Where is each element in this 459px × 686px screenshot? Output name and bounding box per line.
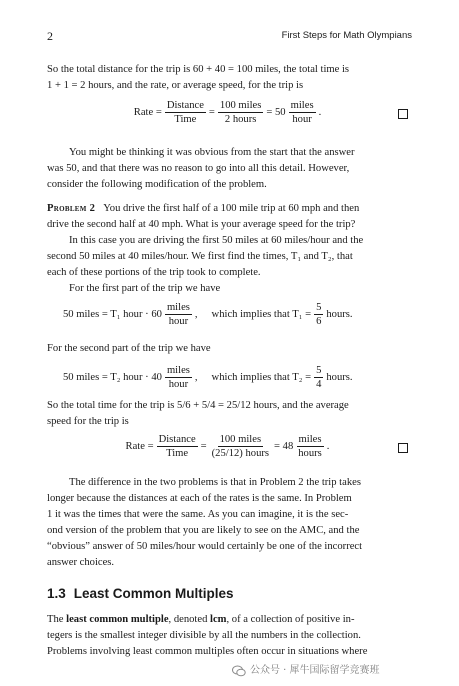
problem-2 xyxy=(47,201,408,233)
page-number: 2 xyxy=(47,29,53,43)
term-bold: least common multiple xyxy=(66,614,169,625)
paragraph-lcm-definition xyxy=(47,612,408,660)
text-line: answer choices. xyxy=(47,557,115,568)
numerator: Distance xyxy=(158,434,196,445)
denominator: hour xyxy=(168,379,189,390)
text-run: , of a collection of positive in- xyxy=(226,614,355,625)
text-line: So the total distance for the trip is 60 + 40 = 100 miles, the total time is xyxy=(47,64,350,75)
text-line: 1 it was the times that were the same. As you can imagine, it is the sec- xyxy=(47,509,349,520)
eq-lhs: Rate = xyxy=(133,106,162,118)
paragraph-obvious xyxy=(47,145,408,193)
fraction-miles-hour xyxy=(289,99,316,126)
text-run: The xyxy=(47,614,67,625)
text-line: ond version of the problem that you are likely to see on the AMC, and the xyxy=(47,525,360,536)
fraction-distance-time xyxy=(157,433,198,460)
numerator: 100 miles xyxy=(219,434,262,445)
page-header xyxy=(47,28,412,44)
text-line: tegers is the smallest integer divisible by all the numbers in the collection. xyxy=(47,630,361,641)
qed-square-icon xyxy=(398,109,408,119)
numerator: miles xyxy=(298,434,322,445)
text-line: speed for the trip is xyxy=(47,416,129,427)
period: . xyxy=(326,440,330,452)
section-heading xyxy=(47,586,234,602)
numerator: 5 xyxy=(316,302,322,313)
text-line xyxy=(47,612,408,628)
eq-lhs: 50 miles = T₂ hour · 40 xyxy=(63,371,162,383)
equals-value: = 48 xyxy=(274,440,294,452)
watermark-text: 公众号 · 犀牛国际留学竞赛班 xyxy=(250,665,380,676)
qed-square-icon xyxy=(398,443,408,453)
text-line: second 50 miles at 40 miles/hour. We first find the times, T₁ and T₂, that xyxy=(47,251,353,262)
text-line: So the total time for the trip is 5/6 + 5/4 = 25/12 hours, and the average xyxy=(47,400,349,411)
denominator: Time xyxy=(166,448,189,459)
text-line: was 50, and that there was no reason to go into all this detail. However, xyxy=(47,163,350,174)
unit-text: hours. xyxy=(326,308,353,320)
running-head: First Steps for Math Olympians xyxy=(281,30,412,41)
text-run: , denoted xyxy=(168,614,211,625)
denominator: 2 hours xyxy=(224,114,257,125)
unit-text: hours. xyxy=(326,371,353,383)
denominator: hour xyxy=(168,316,189,327)
text-line: Problems involving least common multiples often occur in situations where xyxy=(47,646,368,657)
period: . xyxy=(318,106,322,118)
problem-label: Problem 2 xyxy=(47,203,96,214)
comma: , xyxy=(194,308,198,320)
numerator: miles xyxy=(290,100,314,111)
text-line xyxy=(47,201,408,217)
fraction-100-miles-2-hours xyxy=(218,99,264,126)
wechat-icon xyxy=(232,665,246,677)
numerator: Distance xyxy=(166,100,204,111)
equals-value: = 50 xyxy=(266,106,286,118)
equation-rate-1 xyxy=(47,99,408,126)
section-number: 1.3 xyxy=(47,586,66,601)
equals-sign: = xyxy=(208,106,215,118)
fraction-distance-time xyxy=(165,99,206,126)
numerator: miles xyxy=(166,365,190,376)
equals-sign: = xyxy=(200,440,207,452)
equation-t1 xyxy=(47,301,408,328)
comma: , xyxy=(194,371,198,383)
text-line: “obvious” answer of 50 miles/hour would certainly be one of the incorrect xyxy=(47,541,363,552)
paragraph-total-distance xyxy=(47,62,408,94)
denominator: 4 xyxy=(316,379,322,390)
implication-text: which implies that T₁ = xyxy=(211,308,312,320)
eq-lhs: 50 miles = T₁ hour · 60 xyxy=(63,308,162,320)
implication-text: which implies that T₂ = xyxy=(211,371,312,383)
term-bold: lcm xyxy=(210,614,227,625)
paragraph-total-time xyxy=(47,398,408,430)
text-line: drive the second half at 40 mph. What is your average speed for the trip? xyxy=(47,219,356,230)
fraction-miles-hour xyxy=(165,364,192,391)
text-line: In this case you are driving the first 50 miles at 60 miles/hour and the xyxy=(69,235,364,246)
numerator: 100 miles xyxy=(219,100,262,111)
text-line: You might be thinking it was obvious from the start that the answer xyxy=(69,147,355,158)
paragraph-case xyxy=(47,233,408,297)
paragraph-second-part xyxy=(47,341,408,357)
text-line: 1 + 1 = 2 hours, and the rate, or average speed, for the trip is xyxy=(47,80,304,91)
eq-lhs: Rate = xyxy=(125,440,154,452)
text-line: The difference in the two problems is that in Problem 2 the trip takes xyxy=(69,477,361,488)
text-line: each of these portions of the trip took to complete. xyxy=(47,267,261,278)
text-line: For the first part of the trip we have xyxy=(69,283,221,294)
denominator: hour xyxy=(292,114,312,125)
paragraph-difference xyxy=(47,475,408,571)
denominator: 6 xyxy=(316,316,322,327)
denominator: Time xyxy=(174,114,197,125)
fraction-miles-hour xyxy=(165,301,192,328)
fraction-miles-hours xyxy=(296,433,324,460)
denominator: hours xyxy=(298,448,322,459)
equation-t2 xyxy=(47,364,408,391)
fraction-100-miles-25-12-hours xyxy=(210,433,271,460)
section-title: Least Common Multiples xyxy=(73,586,234,601)
numerator: 5 xyxy=(316,365,322,376)
text-line: longer because the distances at each of the rates is the same. In Problem xyxy=(47,493,352,504)
text-line: For the second part of the trip we have xyxy=(47,343,211,354)
fraction-five-fourths xyxy=(314,364,323,391)
fraction-five-sixths xyxy=(314,301,323,328)
denominator: (25/12) hours xyxy=(211,448,270,459)
watermark xyxy=(232,663,380,679)
text-line: consider the following modification of the problem. xyxy=(47,179,267,190)
numerator: miles xyxy=(166,302,190,313)
problem-text: You drive the first half of a 100 mile trip at 60 mph and then xyxy=(103,203,360,214)
equation-rate-2 xyxy=(47,433,408,460)
